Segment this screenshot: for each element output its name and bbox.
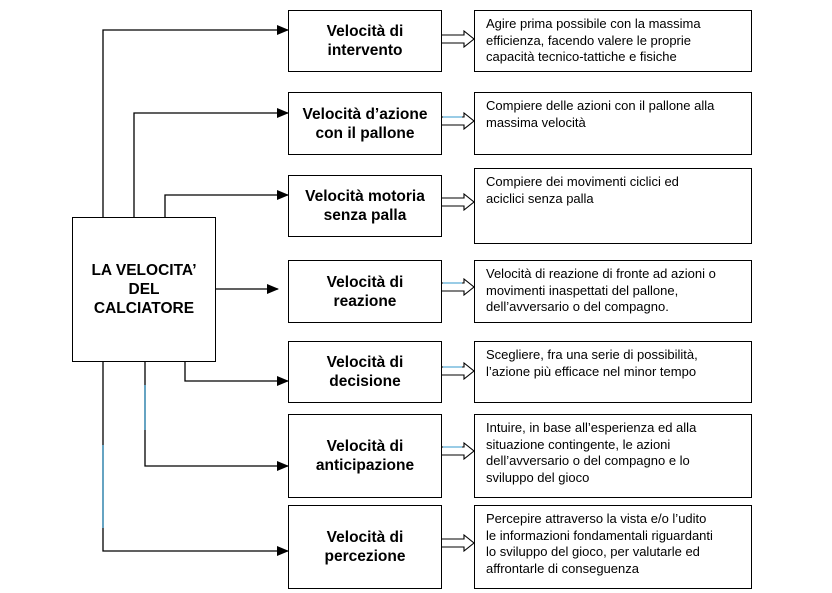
description-box-azione: Compiere delle azioni con il pallone alla massima velocità <box>474 92 752 155</box>
category-box-decisione: Velocità di decisione <box>288 341 442 403</box>
category-box-percezione: Velocità di percezione <box>288 505 442 589</box>
description-box-reazione: Velocità di reazione di fronte ad azioni o movimenti inaspettati del pallone, dell’avversario o del compagno. <box>474 260 752 323</box>
connector-motoria <box>165 195 288 217</box>
connector-intervento <box>103 30 288 217</box>
category-box-reazione: Velocità di reazione <box>288 260 442 323</box>
connector-decisione <box>185 361 288 381</box>
hollow-arrow-reazione <box>442 279 474 295</box>
description-box-decisione: Scegliere, fra una serie di possibilità, l’azione più efficace nel minor tempo <box>474 341 752 403</box>
hollow-arrow-motoria <box>442 194 474 210</box>
hollow-arrow-intervento <box>442 31 474 47</box>
category-box-anticipazione: Velocità di anticipazione <box>288 414 442 498</box>
description-box-percezione: Percepire attraverso la vista e/o l’udito le informazioni fondamentali riguardanti lo sviluppo del gioco, per valutarle ed affrontarle di conseguenza <box>474 505 752 589</box>
description-box-intervento: Agire prima possibile con la massima efficienza, facendo valere le proprie capacità tecnico-tattiche e fisiche <box>474 10 752 72</box>
hollow-arrow-anticipazione <box>442 443 474 459</box>
category-box-intervento: Velocità di intervento <box>288 10 442 72</box>
connector-percezione <box>103 361 288 551</box>
main-box-velocita-calciatore: LA VELOCITA’ DEL CALCIATORE <box>72 217 216 362</box>
hollow-arrow-percezione <box>442 535 474 551</box>
category-box-motoria: Velocità motoria senza palla <box>288 175 442 237</box>
category-box-azione: Velocità d’azione con il pallone <box>288 92 442 155</box>
description-box-motoria: Compiere dei movimenti ciclici ed aciclici senza palla <box>474 168 752 244</box>
hollow-arrow-azione <box>442 113 474 129</box>
connector-anticipazione <box>145 361 288 466</box>
hollow-arrow-decisione <box>442 363 474 379</box>
description-box-anticipazione: Intuire, in base all’esperienza ed alla situazione contingente, le azioni dell’avversario o del compagno e lo sviluppo del gioco <box>474 414 752 498</box>
connector-azione <box>134 113 288 217</box>
